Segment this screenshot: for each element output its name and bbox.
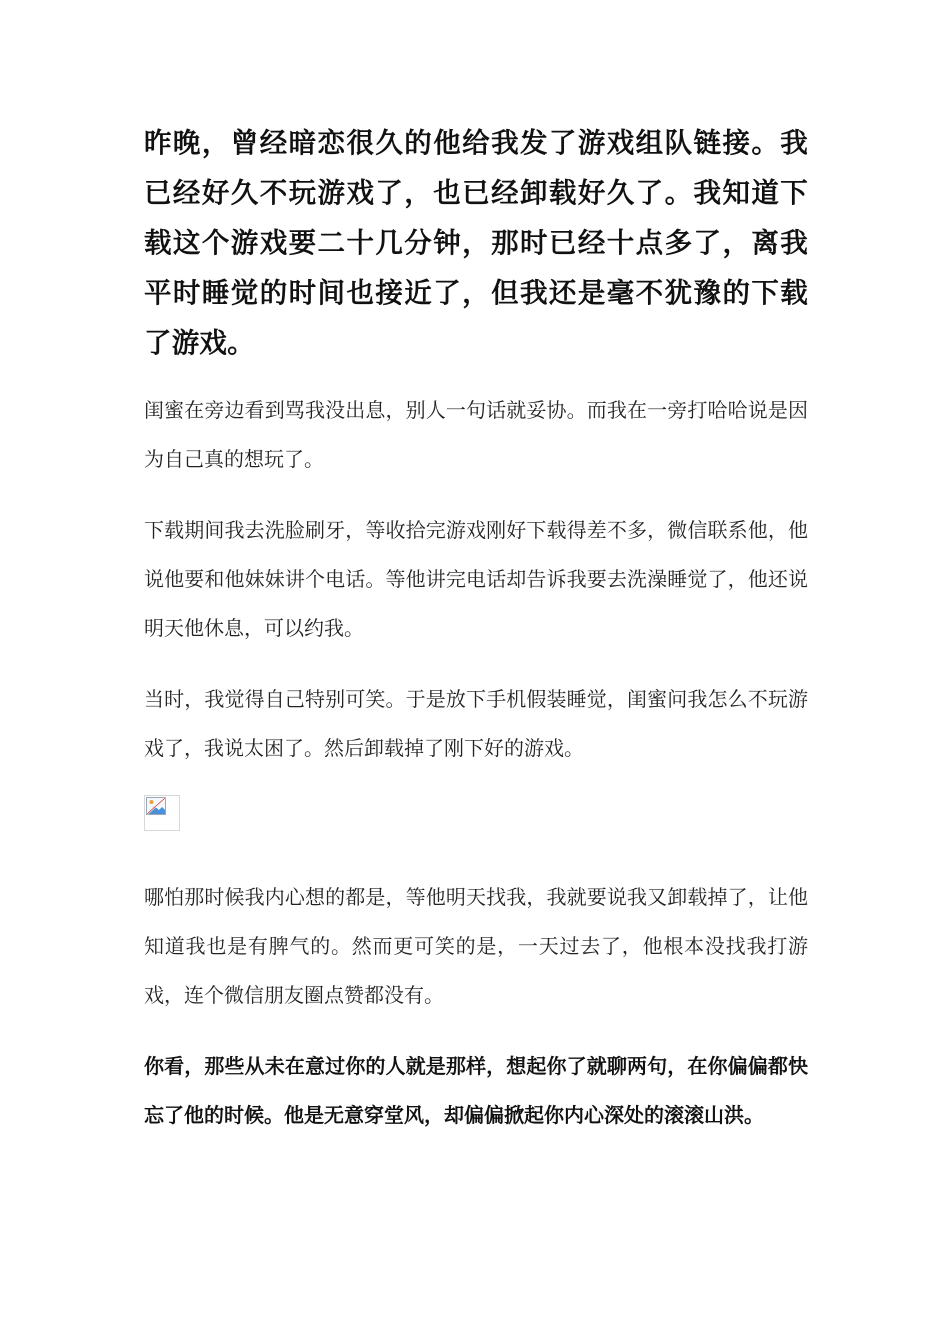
article <box>144 118 808 1140</box>
paragraph-2: 下载期间我去洗脸刷牙，等收拾完游戏刚好下载得差不多，微信联系他，他说他要和他妹妹讲个电话。等他讲完电话却告诉我要去洗澡睡觉了，他还说明天他休息，可以约我。 <box>144 518 808 640</box>
paragraph-4: 哪怕那时候我内心想的都是，等他明天找我，我就要说我又卸载掉了，让他知道我也是有脾气的。然而更可笑的是，一天过去了，他根本没找我打游戏，连个微信朋友圈点赞都没有。 <box>144 885 808 1007</box>
broken-image-icon <box>146 797 166 815</box>
article-headline: 昨晚，曾经暗恋很久的他给我发了游戏组队链接。我已经好久不玩游戏了，也已经卸载好久了。我知道下载这个游戏要二十几分钟，那时已经十点多了，离我平时睡觉的时间也接近了，但我还是毫不犹豫的下载了游戏。 <box>144 127 808 359</box>
closing-paragraph: 你看，那些从未在意过你的人就是那样，想起你了就聊两句，在你偏偏都快忘了他的时候。他是无意穿堂风，却偏偏掀起你内心深处的滚滚山洪。 <box>144 1054 808 1127</box>
article-image-placeholder[interactable] <box>144 795 180 831</box>
paragraph-1: 闺蜜在旁边看到骂我没出息，别人一句话就妥协。而我在一旁打哈哈说是因为自己真的想玩了。 <box>144 398 808 471</box>
paragraph-3: 当时，我觉得自己特别可笑。于是放下手机假装睡觉，闺蜜问我怎么不玩游戏了，我说太困了。然后卸载掉了刚下好的游戏。 <box>144 687 808 760</box>
